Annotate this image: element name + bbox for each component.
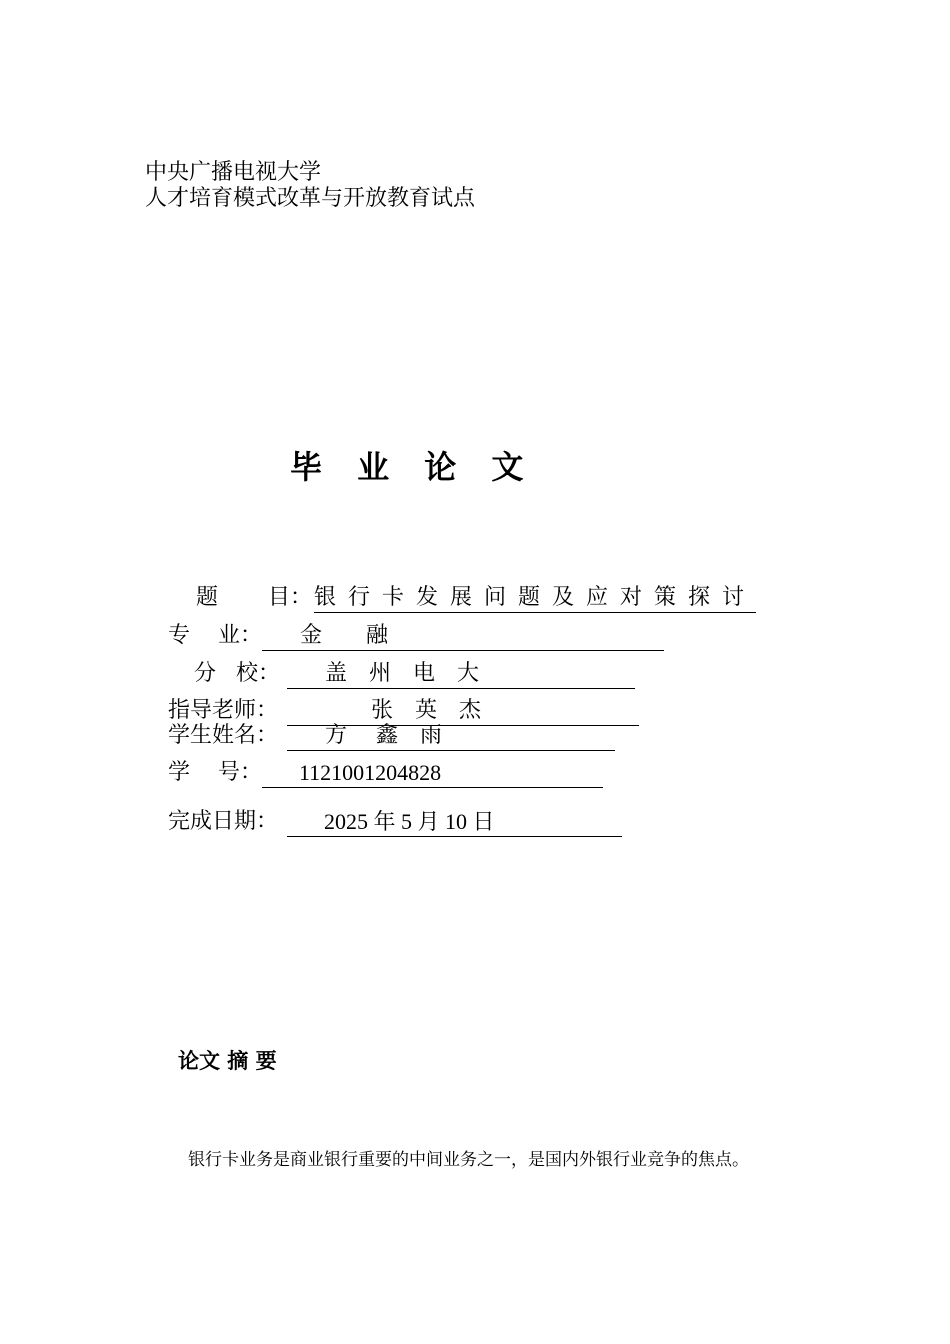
student-id-value: 1121001204828: [299, 760, 442, 785]
branch-label: [194, 660, 280, 688]
title-value: 银行卡发展问题及应对策探讨: [314, 584, 756, 613]
university-name: 中央广播电视大学: [145, 160, 322, 185]
thesis-title-heading: 毕 业 论 文: [290, 448, 536, 486]
student-name-label: 学生姓名：: [168, 723, 279, 748]
branch-label-part-a: 分: [194, 661, 217, 686]
student-id-label: [168, 759, 262, 787]
abstract-body: 银行卡业务是商业银行重要的中间业务之一，是国内外银行业竞争的焦点。: [188, 1150, 749, 1170]
major-value: 金 融: [300, 623, 389, 648]
program-name: 人才培育模式改革与开放教育试点: [145, 186, 476, 211]
title-label: [196, 584, 312, 612]
major-label-part-a: 专: [168, 623, 191, 648]
advisor-label: 指导老师：: [168, 698, 279, 723]
student-id-label-part-a: 学: [168, 760, 191, 785]
student-id-label-part-b: 号：: [218, 760, 263, 785]
branch-value: 盖 州 电 大: [325, 661, 480, 686]
major-label-part-b: 业：: [218, 623, 263, 648]
branch-label-part-b: 校：: [236, 661, 281, 686]
student-name-field: [287, 722, 615, 751]
title-label-part-b: 目：: [268, 585, 313, 610]
title-label-part-a: 题: [196, 585, 219, 610]
branch-field: [287, 660, 635, 689]
completion-date-value: 2025 年 5 月 10 日: [324, 809, 495, 834]
major-label: [168, 622, 262, 650]
completion-date-label: 完成日期：: [168, 809, 279, 834]
student-id-field: [262, 759, 603, 788]
completion-date-field: [287, 808, 622, 837]
advisor-value: 张 英 杰: [371, 698, 482, 723]
major-field: [262, 622, 664, 651]
student-name-value: 方 鑫 雨: [325, 723, 442, 748]
abstract-heading: 论文 摘 要: [178, 1049, 277, 1073]
